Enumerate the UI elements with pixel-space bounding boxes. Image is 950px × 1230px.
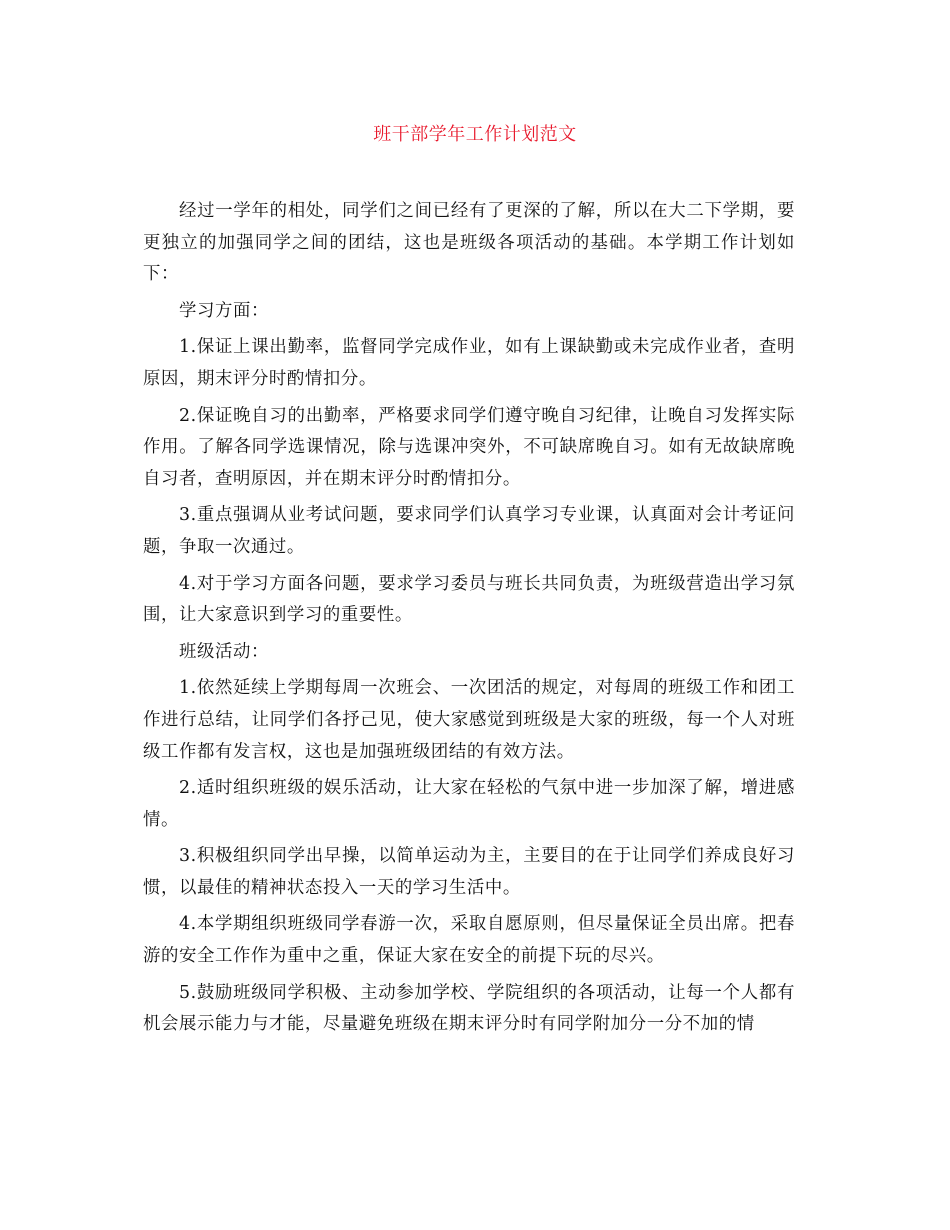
paragraph-study-3: 3.重点强调从业考试问题，要求同学们认真学习专业课，认真面对会计考证问题，争取一次通过。 [143,505,795,557]
document-body [143,196,795,1046]
section-heading-study: 学习方面： [179,300,269,321]
section-heading-activities: 班级活动： [179,641,269,662]
paragraph-activity-5: 5.鼓励班级同学积极、主动参加学校、学院组织的各项活动，让每一个人都有机会展示能力与才能，尽量避免班级在期末评分时有同学附加分一分不加的情 [143,982,795,1035]
paragraph-activity-3: 3.积极组织同学出早操，以简单运动为主，主要目的在于让同学们养成良好习惯，以最佳的精神状态投入一天的学习生活中。 [143,846,795,898]
paragraph-activity-4: 4.本学期组织班级同学春游一次，采取自愿原则，但尽量保证全员出席。把春游的安全工作作为重中之重，保证大家在安全的前提下玩的尽兴。 [143,914,795,967]
paragraph-activity-2: 2.适时组织班级的娱乐活动，让大家在轻松的气氛中进一步加深了解，增进感情。 [143,778,795,830]
paragraph-activity-1: 1.依然延续上学期每周一次班会、一次团活的规定，对每周的班级工作和团工作进行总结，让同学们各抒己见，使大家感觉到班级是大家的班级，每一个人对班级工作都有发言权，这也是加强班级团结的有效方法。 [143,678,795,762]
paragraph-study-4: 4.对于学习方面各问题，要求学习委员与班长共同负责，为班级营造出学习氛围，让大家意识到学习的重要性。 [143,573,795,626]
paragraph-study-2: 2.保证晚自习的出勤率，严格要求同学们遵守晚自习纪律，让晚自习发挥实际作用。了解各同学选课情况，除与选课冲突外，不可缺席晚自习。如有无故缺席晚自习者，查明原因，并在期末评分时酌情扣分。 [143,405,795,489]
paragraph-study-1: 1.保证上课出勤率，监督同学完成作业，如有上课缺勤或未完成作业者，查明原因，期末评分时酌情扣分。 [143,337,795,389]
paragraph-intro: 经过一学年的相处，同学们之间已经有了更深的了解，所以在大二下学期，要更独立的加强同学之间的团结，这也是班级各项活动的基础。本学期工作计划如下： [143,201,795,285]
document-title: 班干部学年工作计划范文 [373,124,577,145]
